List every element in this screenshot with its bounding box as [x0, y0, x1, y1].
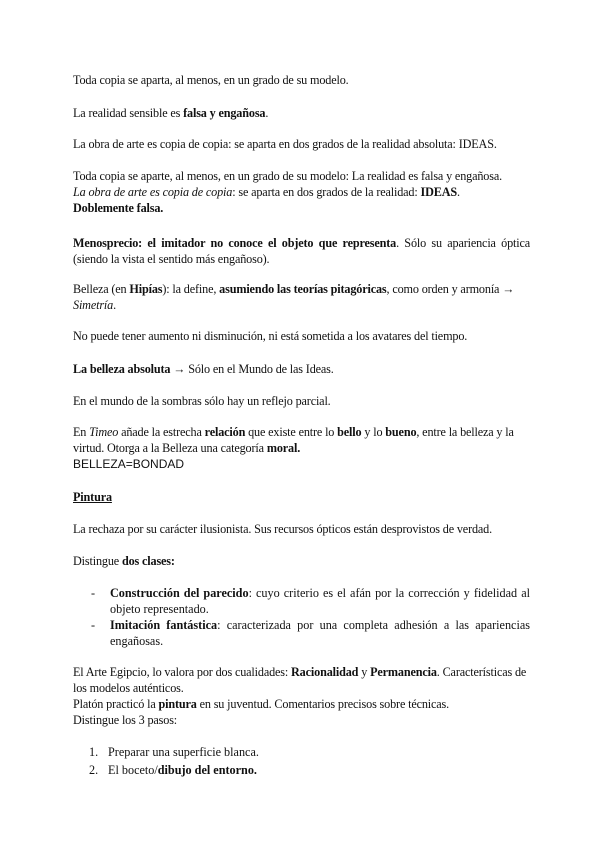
bold-run: relación — [204, 425, 246, 439]
text-run: . Características de los modelos auténticos. — [73, 665, 527, 695]
text-run: → Sólo en el Mundo de las Ideas. — [170, 362, 334, 376]
text-run: , entre la belleza y la virtud. Otorga a la Belleza una categoría — [73, 425, 514, 455]
text-run: Preparar una superficie blanca. — [108, 745, 259, 759]
paragraph-egyptian-art — [73, 664, 530, 728]
bold-run: dibujo del entorno. — [157, 763, 257, 777]
paragraph-copy-summary — [73, 168, 530, 216]
summary-line-3: Doblemente falsa. — [73, 201, 164, 215]
text-run: en su juventud. Comentarios precisos sobre técnicas. — [196, 697, 450, 711]
equation-line: BELLEZA=BONDAD — [73, 457, 185, 471]
paragraph-art-copy: La obra de arte es copia de copia: se aparta en dos grados de la realidad absoluta: IDEAS. — [73, 137, 497, 151]
text-run: . — [265, 106, 269, 120]
italic-run: Timeo — [89, 425, 119, 439]
text-run: y lo — [361, 425, 386, 439]
bold-run: bueno — [385, 425, 417, 439]
text-run: Belleza (en — [73, 282, 130, 296]
text-run: y — [358, 665, 371, 679]
bold-run: falsa y engañosa — [183, 106, 266, 120]
italic-run: La obra de arte es copia de copia — [73, 185, 233, 199]
list-item — [91, 617, 530, 649]
paragraph-timeo — [73, 424, 530, 472]
text-run: . — [113, 298, 117, 312]
text-run: Distingue los 3 pasos: — [73, 713, 178, 727]
paragraph-copy-model: Toda copia se aparta, al menos, en un grado de su modelo. — [73, 73, 349, 87]
text-run: : cuyo criterio es el afán por la corrección y fidelidad al objeto representado. — [110, 586, 530, 616]
list-marker: 1. — [89, 745, 99, 759]
bold-run: pintura — [158, 697, 197, 711]
paragraph-no-increase: No puede tener aumento ni disminución, ni está sometida a los avatares del tiempo. — [73, 329, 468, 343]
text-run: que existe entre lo — [245, 425, 338, 439]
bold-run: asumiendo las teorías pitagóricas — [219, 282, 387, 296]
text-run: ): la define, — [162, 282, 220, 296]
text-run: Platón practicó la — [73, 697, 159, 711]
list-item — [91, 585, 530, 617]
text-run: . Sólo su apariencia óptica (siendo la vista el sentido más engañoso). — [73, 236, 531, 266]
list-marker: 2. — [89, 763, 99, 777]
bold-run: Menosprecio: el imitador no conoce el objeto que representa — [73, 236, 397, 250]
paragraph-rejection: La rechaza por su carácter ilusionista. Sus recursos ópticos están desprovistos de verdad. — [73, 522, 493, 536]
bold-run: bello — [337, 425, 362, 439]
list-item — [89, 744, 509, 760]
paragraph-absolute-beauty — [73, 361, 530, 377]
text-run: El Arte Egipcio, lo valora por dos cualidades: — [73, 665, 292, 679]
paragraph-shadows: En el mundo de la sombras sólo hay un reflejo parcial. — [73, 394, 331, 408]
text-run: : caracterizada por una completa adhesión a las apariencias engañosas. — [110, 618, 531, 648]
bold-run: Permanencia — [370, 665, 437, 679]
paragraph-two-classes — [73, 553, 530, 569]
bold-run: Hipías — [129, 282, 163, 296]
bold-run: La belleza absoluta — [73, 362, 171, 376]
bold-run: dos clases: — [121, 554, 175, 568]
list-marker: - — [91, 586, 96, 600]
list-item — [89, 762, 509, 778]
text-run: . — [457, 185, 460, 199]
bold-run: Imitación fantástica — [110, 618, 218, 632]
text-run: : se aparta en dos grados de la realidad: — [232, 185, 421, 199]
paragraph-beauty-hippias — [73, 281, 530, 313]
italic-run: Simetría — [73, 298, 114, 312]
text-run: , como orden y armonía → — [386, 282, 515, 296]
bold-run: moral. — [266, 441, 301, 455]
text-run: La realidad sensible es — [73, 106, 184, 120]
bold-run: IDEAS — [420, 185, 458, 199]
text-run: añade la estrecha — [118, 425, 205, 439]
bold-run: Racionalidad — [291, 665, 359, 679]
summary-line-1: Toda copia se aparte, al menos, en un grado de su modelo: La realidad es falsa y engañosa. — [73, 169, 502, 183]
section-heading: Pintura — [73, 490, 112, 504]
list-marker: - — [91, 618, 96, 632]
bold-run: Construcción del parecido — [110, 586, 249, 600]
paragraph-contempt — [73, 235, 530, 267]
text-run: Distingue — [73, 554, 122, 568]
paragraph-sensible-reality — [73, 105, 530, 121]
text-run: El boceto/ — [108, 763, 158, 777]
steps-list — [89, 744, 509, 780]
classes-list — [91, 585, 530, 649]
text-run: En — [73, 425, 90, 439]
